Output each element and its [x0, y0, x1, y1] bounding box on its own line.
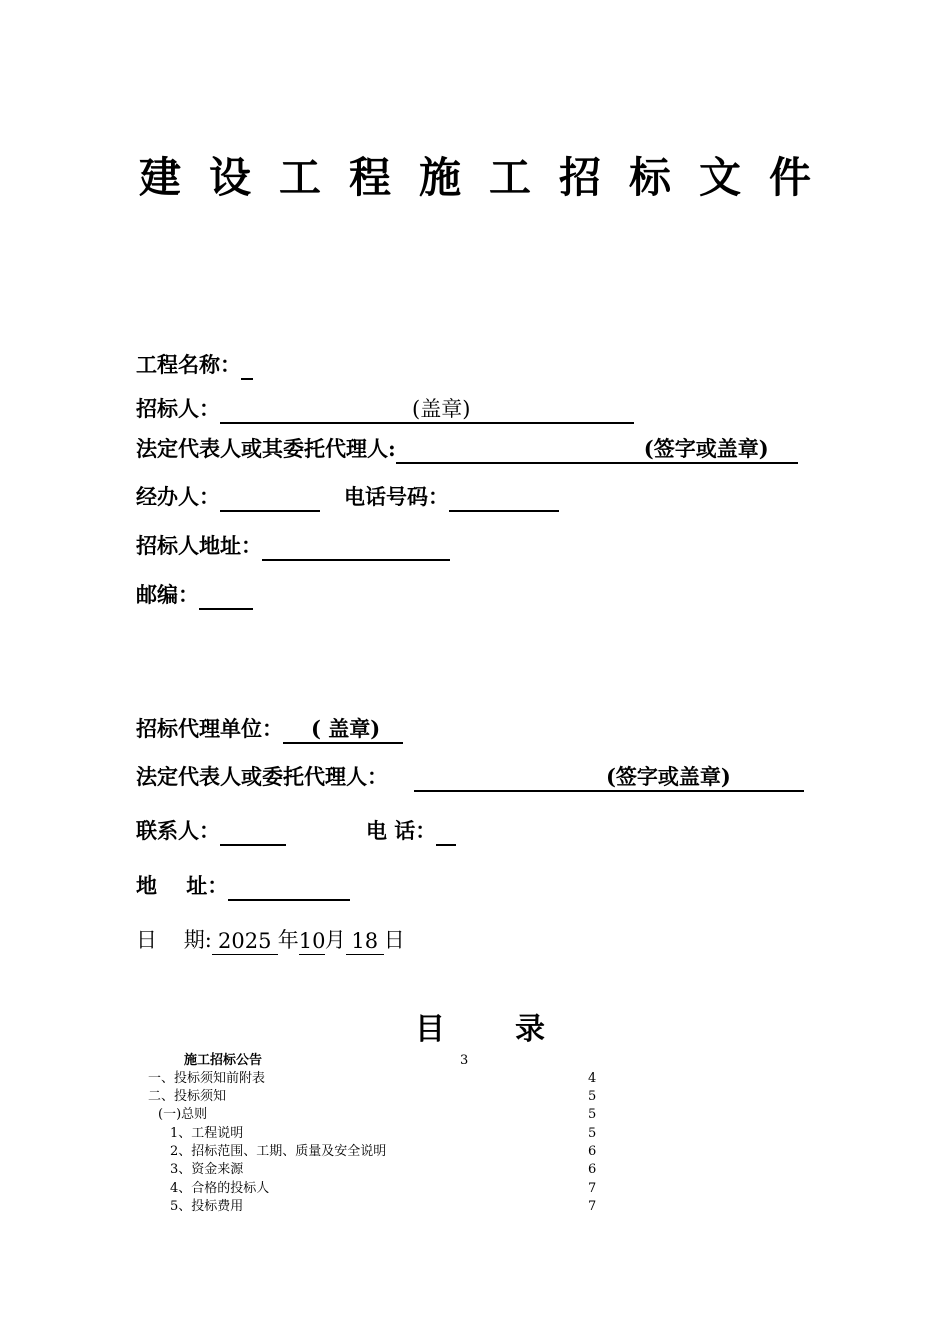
toc-item[interactable] — [170, 1143, 597, 1161]
toc-title: 目录 — [415, 1012, 615, 1047]
tenderer-seal-hint: (盖章) — [412, 397, 471, 421]
legal-rep-label: 法定代表人或其委托代理人: — [136, 436, 396, 461]
toc-item-page: 5 — [588, 1126, 597, 1141]
toc-item-text: (一)总则 — [158, 1107, 208, 1122]
toc-item-page: 5 — [588, 1089, 597, 1104]
tenderer-address-row — [136, 531, 450, 561]
document-title: 建设工程施工招标文件 — [138, 153, 839, 202]
toc-item[interactable] — [170, 1198, 597, 1216]
phone-blank[interactable] — [449, 484, 559, 512]
day-char: 日 — [383, 928, 405, 952]
toc-item-page: 3 — [460, 1053, 469, 1068]
toc-item-page: 6 — [588, 1162, 597, 1177]
project-name-label: 工程名称： — [136, 352, 241, 377]
project-name-blank[interactable] — [241, 352, 253, 380]
toc-item-text: 二、投标须知 — [148, 1089, 227, 1104]
tenderer-row — [136, 394, 634, 424]
postcode-row — [136, 580, 253, 610]
address-row — [136, 871, 350, 901]
agency-seal-hint: ( 盖章) — [311, 716, 381, 741]
agency-legal-rep-label: 法定代表人或委托代理人： — [136, 764, 388, 789]
tenderer-address-blank[interactable] — [262, 533, 450, 561]
agency-blank[interactable] — [283, 716, 403, 744]
toc-item-text: 5、投标费用 — [170, 1199, 244, 1214]
toc-item[interactable] — [170, 1180, 597, 1198]
date-day[interactable]: 18 — [346, 928, 384, 955]
legal-rep-sign-hint: (签字或盖章) — [643, 436, 769, 461]
toc-item[interactable] — [170, 1125, 597, 1143]
contact-label: 联系人： — [136, 818, 220, 843]
agency-label: 招标代理单位： — [136, 716, 283, 741]
handler-row — [136, 482, 559, 512]
tenderer-address-label: 招标人地址： — [136, 533, 262, 558]
tenderer-blank[interactable] — [220, 396, 634, 424]
tel-blank[interactable] — [436, 818, 456, 846]
legal-rep-row — [136, 434, 798, 464]
toc-item-text: 施工招标公告 — [184, 1053, 263, 1068]
toc-item-page: 7 — [588, 1181, 597, 1196]
contact-row — [136, 816, 456, 846]
toc-item-text: 一、投标须知前附表 — [148, 1071, 266, 1086]
toc-item-text: 3、资金来源 — [170, 1162, 244, 1177]
toc-item-page: 6 — [588, 1144, 597, 1159]
agency-row — [136, 714, 403, 744]
toc-item-page: 7 — [588, 1199, 597, 1214]
address-blank[interactable] — [228, 873, 350, 901]
date-label: 日 期: — [136, 928, 212, 952]
toc-item[interactable] — [170, 1161, 597, 1179]
date-row — [136, 925, 405, 955]
year-char: 年 — [277, 928, 299, 952]
postcode-blank[interactable] — [199, 582, 253, 610]
date-year[interactable]: 2025 — [212, 928, 278, 955]
toc-item-page: 5 — [588, 1107, 597, 1122]
toc-item-text: 2、招标范围、工期、质量及安全说明 — [170, 1144, 387, 1159]
tel-label: 电 话： — [366, 818, 437, 843]
handler-blank[interactable] — [220, 484, 320, 512]
postcode-label: 邮编： — [136, 582, 199, 607]
legal-rep-blank[interactable] — [396, 436, 798, 464]
date-month[interactable]: 10 — [298, 929, 326, 953]
agency-legal-rep-blank[interactable] — [414, 764, 804, 792]
toc-item[interactable] — [148, 1088, 597, 1106]
agency-legal-rep-sign-hint: (签字或盖章) — [606, 764, 731, 789]
agency-legal-rep-row — [136, 762, 804, 792]
phone-label: 电话号码： — [344, 484, 449, 509]
project-name-row — [136, 350, 253, 380]
contact-blank[interactable] — [220, 818, 286, 846]
address-label: 地 址： — [136, 873, 229, 898]
toc-item[interactable] — [184, 1052, 469, 1070]
toc-item-text: 4、合格的投标人 — [170, 1181, 270, 1196]
month-char: 月 — [324, 928, 346, 952]
handler-label: 经办人： — [136, 484, 220, 509]
toc-item-page: 4 — [588, 1071, 597, 1086]
tenderer-label: 招标人： — [136, 396, 220, 421]
toc-item[interactable] — [158, 1106, 597, 1124]
toc-item[interactable] — [148, 1070, 597, 1088]
toc-item-text: 1、工程说明 — [170, 1126, 244, 1141]
